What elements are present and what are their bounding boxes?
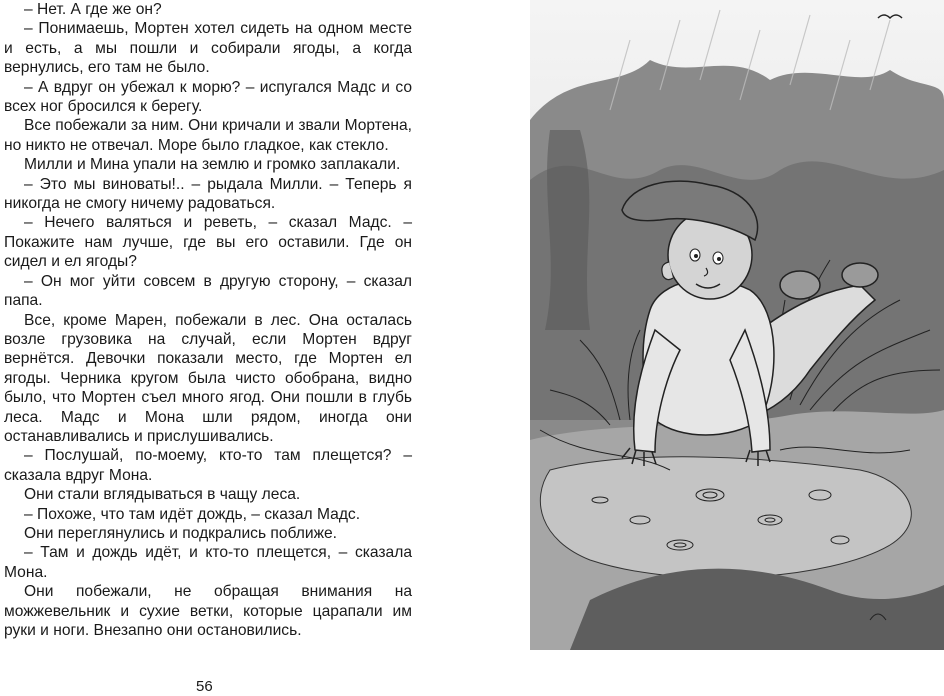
boy-boot-right bbox=[842, 263, 878, 287]
paragraph: – А вдруг он убежал к морю? – испугался Мадс и со всех ног бросился к берегу. bbox=[4, 78, 412, 116]
paragraph: – Он мог уйти совсем в другую сторону, – сказал папа. bbox=[4, 272, 412, 310]
tree-left bbox=[545, 130, 590, 330]
paragraph: Они стали вглядываться в чащу леса. bbox=[24, 486, 301, 504]
paragraph: – Это мы виноваты!.. – рыдала Милли. – Теперь я никогда не смогу ничему радоваться. bbox=[4, 175, 412, 213]
paragraph: Все побежали за ним. Они кричали и звали Мортена, но никто не отвечал. Море было гладкое, как стекло. bbox=[4, 117, 412, 154]
paragraph: – Понимаешь, Мортен хотел сидеть на одном месте и есть, а мы пошли и собирали ягоды, а когда вернулись, его там не было. bbox=[4, 20, 412, 77]
paragraph: Они переглянулись и подкрались поближе. bbox=[24, 524, 338, 542]
paragraph: – Послушай, по-моему, кто-то там плещется? – сказала вдруг Мона. bbox=[4, 447, 412, 484]
puddle bbox=[540, 457, 911, 578]
boy-in-rain-illustration bbox=[530, 0, 944, 650]
paragraph: – Похоже, что там идёт дождь, – сказал Мадс. bbox=[24, 505, 361, 523]
book-text-column bbox=[4, 0, 412, 640]
paragraph: – Нечего валяться и реветь, – сказал Мадс. – Покажите нам лучше, где вы его оставили. Где он сидел и ел ягоды? bbox=[4, 214, 412, 271]
paragraph: – Нет. А где же он? bbox=[24, 1, 162, 18]
paragraph: Они побежали, не обращая внимания на можжевельник и сухие ветки, которые царапали им руки и ноги. Внезапно они остановились. bbox=[4, 583, 412, 639]
paragraph: Милли и Мина упали на землю и громко заплакали. bbox=[24, 156, 401, 174]
paragraph: Все, кроме Марен, побежали в лес. Она осталась возле грузовика на случай, если Мортен вдруг вернётся. Девочки показали место, где Мортен ел ягоды. Черника кругом была чисто обобрана, видно было, что Мортен съел много ягод. Они пошли в глубь леса. Мадс и Мона шли рядом, иногда они останавливались и прислушивались. bbox=[4, 311, 412, 445]
paragraph: – Там и дождь идёт, и кто-то плещется, – сказала Мона. bbox=[4, 544, 412, 581]
page-number: 56 bbox=[196, 678, 213, 695]
boy-boot-left bbox=[780, 271, 820, 299]
